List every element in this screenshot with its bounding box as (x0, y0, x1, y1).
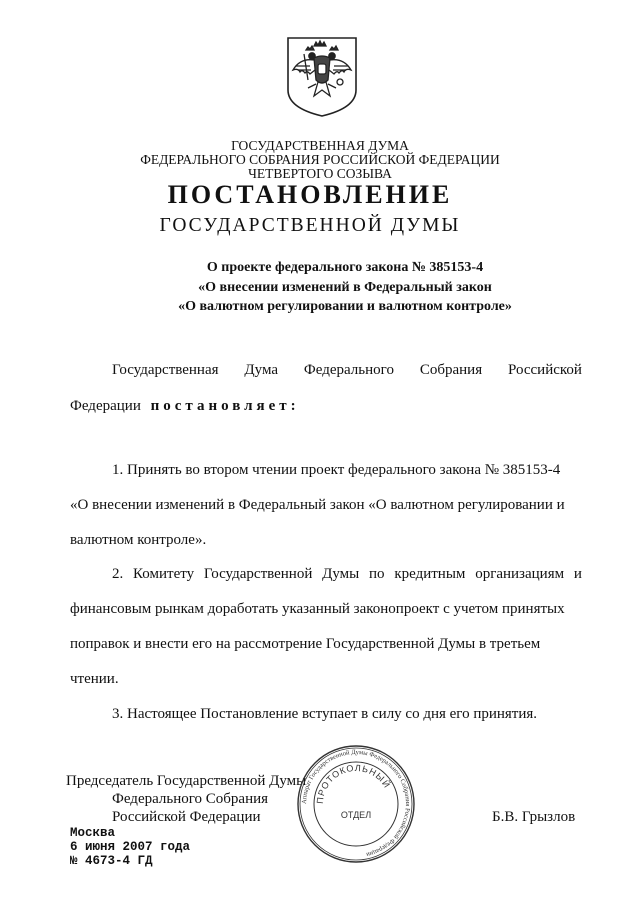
intro-word: Российской (508, 362, 582, 378)
item-2-line-3: поправок и внести его на рассмотрение Государственной Думы в третьем (70, 636, 541, 652)
header-line-2: ФЕДЕРАЛЬНОГО СОБРАНИЯ РОССИЙСКОЙ ФЕДЕРАЦИИ (140, 152, 500, 167)
item-2-line-4: чтении. (70, 671, 119, 687)
intro-line-2-start: Федерации (70, 398, 141, 414)
intro-word: Государственная (112, 362, 219, 378)
item-2-word: и (573, 566, 582, 582)
item-2-word: кредитным (394, 566, 466, 582)
item-2-word: Комитету (133, 566, 195, 582)
item-2-word: организациям (475, 566, 565, 582)
item-1-line-2: «О внесении изменений в Федеральный закон «О валютном регулировании и (70, 497, 565, 513)
document-type-subtitle: ГОСУДАРСТВЕННОЙ ДУМЫ (159, 215, 461, 236)
item-3-line-1: 3. Настоящее Постановление вступает в силу со дня его принятия. (112, 706, 538, 722)
subject-line-2: «О внесении изменений в Федеральный закон (198, 280, 492, 295)
intro-line-2 (70, 398, 300, 415)
intro-word: Федерального (303, 362, 394, 378)
intro-resolves: постановляет: (150, 398, 300, 414)
intro-word: Собрания (419, 362, 483, 378)
coat-of-arms-emblem (284, 36, 360, 118)
intro-word: Дума (244, 362, 279, 378)
signatory-title-3: Российской Федерации (112, 809, 261, 825)
signatory-name: Б.В. Грызлов (492, 809, 576, 825)
intro-line-1 (112, 362, 582, 379)
footer-number: № 4673-4 ГД (70, 854, 153, 868)
stamp-label: ПРОТОКОЛЬНЫЙ (314, 762, 393, 805)
subject-line-1: О проекте федерального закона № 385153-4 (206, 260, 484, 275)
item-2-word: 2. (112, 566, 124, 582)
item-2-word: по (369, 566, 385, 582)
header-line-1: ГОСУДАРСТВЕННАЯ ДУМА (231, 138, 409, 153)
item-2-word: Думы (322, 566, 360, 582)
signatory-title-2: Федерального Собрания (112, 791, 269, 807)
header-line-3: ЧЕТВЕРТОГО СОЗЫВА (248, 166, 392, 181)
item-2-line-1 (112, 566, 582, 583)
stamp-outer-text: Аппарат Государственной Думы Федерального Собрания Российской Федерации (300, 748, 412, 858)
subject-line-3: «О валютном регулировании и валютном контроле» (178, 299, 512, 314)
official-stamp (294, 742, 418, 866)
item-1-line-3: валютном контроле». (70, 532, 207, 548)
signatory-title-1: Председатель Государственной Думы (66, 773, 307, 789)
footer-place: Москва (70, 826, 116, 840)
document-type-title: ПОСТАНОВЛЕНИЕ (167, 180, 453, 209)
item-2-word: Государственной (203, 566, 313, 582)
item-1-line-1: 1. Принять во втором чтении проект федерального закона № 385153-4 (112, 462, 561, 478)
stamp-center-text: ОТДЕЛ (340, 810, 372, 820)
footer-date: 6 июня 2007 года (70, 840, 191, 854)
svg-text:ПРОТОКОЛЬНЫЙ (315, 763, 393, 804)
item-2-line-2: финансовым рынкам доработать указанный законопроект с учетом принятых (70, 601, 565, 617)
